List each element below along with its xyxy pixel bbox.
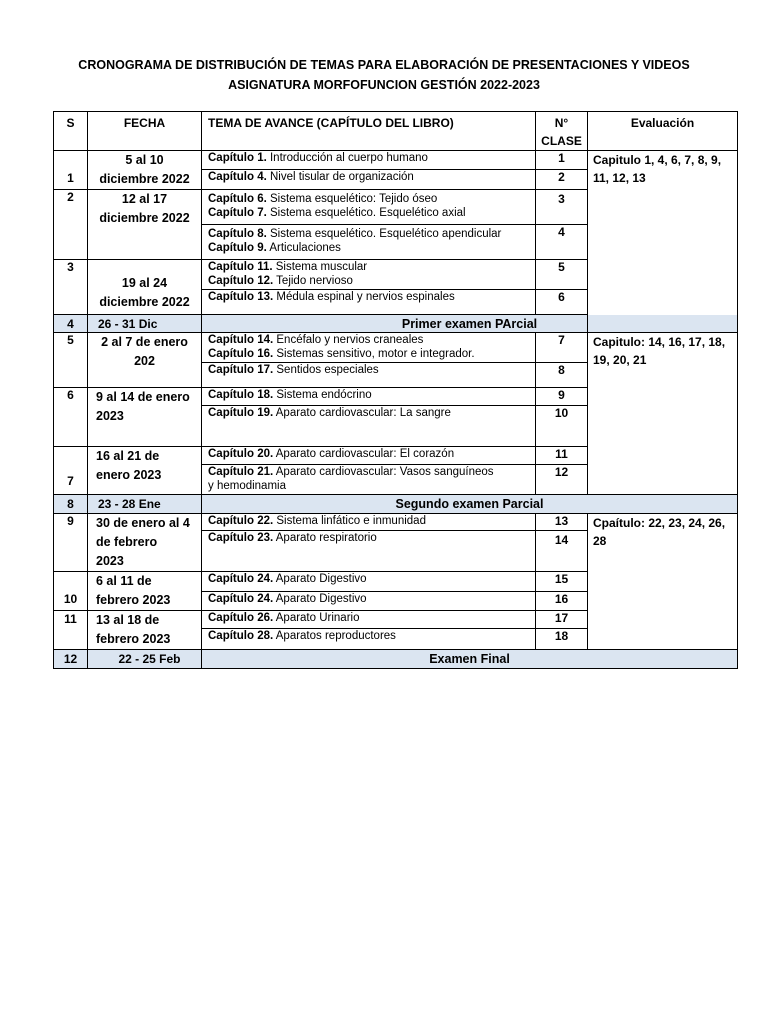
- chapter-label: Capítulo 28.: [208, 630, 274, 643]
- document-title: [0, 55, 768, 95]
- chapter-label: Capítulo 12.: [208, 275, 274, 287]
- header-s: S: [54, 112, 88, 151]
- exam-row: [54, 495, 738, 514]
- chapter-label: Capítulo 21.: [208, 466, 274, 478]
- week-number: 4: [54, 315, 88, 333]
- chapter-title: Aparato respiratorio: [273, 531, 377, 544]
- chapter-title: Aparatos reproductores: [273, 630, 396, 643]
- chapter-title: Sistema esquelético. Esquelético apendicular: [266, 228, 502, 240]
- chapter-title: Sistema esquelético. Esquelético axial: [266, 207, 466, 219]
- chapter-label: Capítulo 13.: [208, 291, 274, 303]
- chapter-title: Sistemas sensitivo, motor e integrador.: [273, 348, 475, 360]
- exam-label: Segundo examen Parcial: [202, 495, 738, 514]
- week-number: 5: [54, 333, 88, 388]
- class-number: 15: [536, 572, 588, 592]
- week-date: [88, 514, 202, 572]
- chapter-title: Aparato Digestivo: [273, 573, 367, 585]
- week-date-line: febrero 2023: [96, 632, 171, 646]
- exam-row: [54, 315, 738, 333]
- week-date-line: 13 al 18 de: [96, 613, 160, 627]
- evaluation-line: 19, 20, 21: [593, 353, 647, 367]
- header-evaluacion: Evaluación: [588, 112, 738, 151]
- week-date-line: 2 al 7 de enero: [101, 335, 188, 349]
- exam-date: 22 - 25 Feb: [88, 650, 202, 669]
- week-date-line: de febrero: [96, 535, 158, 549]
- week-date-line: 19 al 24: [121, 276, 168, 290]
- class-number: 4: [536, 225, 588, 260]
- class-number: 18: [536, 629, 588, 650]
- exam-label: Examen Final: [202, 650, 738, 669]
- chapter-title: Médula espinal y nervios espinales: [273, 291, 455, 303]
- week-number: 3: [54, 260, 88, 315]
- chapter-label: Capítulo 6.: [208, 193, 267, 205]
- week-number: 10: [54, 572, 88, 611]
- chapter-title: Sentidos especiales: [273, 364, 379, 376]
- week-date-line: 30 de enero al 4: [96, 516, 190, 530]
- chapter-label: Capítulo 1.: [208, 152, 267, 164]
- class-topic: [202, 333, 536, 363]
- chapter-label: Capítulo 8.: [208, 228, 267, 240]
- week-date-line: 6 al 11 de: [96, 574, 152, 588]
- class-number: 13: [536, 514, 588, 531]
- title-line-2: ASIGNATURA MORFOFUNCION GESTIÓN 2022-2023: [228, 78, 540, 92]
- class-number: 6: [536, 290, 588, 315]
- chapter-title: Articulaciones: [266, 242, 341, 254]
- class-number: 5: [536, 260, 588, 290]
- chapter-title: Sistema endócrino: [273, 389, 372, 401]
- table-row: [54, 151, 738, 170]
- chapter-label: Capítulo 22.: [208, 515, 274, 527]
- evaluation-line: 28: [593, 534, 607, 548]
- class-topic: [202, 169, 536, 189]
- week-date: [88, 333, 202, 388]
- week-date: [88, 447, 202, 495]
- week-date-line: enero 2023: [96, 468, 162, 482]
- class-number: 3: [536, 190, 588, 225]
- header-clase-line-2: CLASE: [541, 134, 582, 148]
- week-date-line: diciembre 2022: [99, 211, 190, 225]
- class-number: 14: [536, 530, 588, 571]
- week-date-line: febrero 2023: [96, 593, 171, 607]
- class-number: 12: [536, 465, 588, 495]
- evaluation-cell: [588, 333, 738, 495]
- class-topic: [202, 190, 536, 225]
- class-topic: [202, 151, 536, 170]
- chapter-title: Sistema linfático e inmunidad: [273, 515, 426, 527]
- week-date: [88, 611, 202, 650]
- chapter-title: Aparato cardiovascular: Vasos sanguíneos: [273, 466, 494, 478]
- header-clase-line-1: N°: [554, 116, 569, 130]
- evaluation-line: Capitulo 1, 4, 6, 7, 8, 9,: [593, 153, 722, 167]
- chapter-title: Aparato cardiovascular: La sangre: [273, 407, 451, 419]
- week-date: [88, 572, 202, 611]
- week-number: 9: [54, 514, 88, 572]
- chapter-title: Tejido nervioso: [273, 275, 353, 287]
- class-number: 7: [536, 333, 588, 363]
- week-date-line: 5 al 10: [125, 153, 164, 167]
- header-clase: [536, 112, 588, 151]
- class-topic: [202, 611, 536, 629]
- evaluation-line: Capitulo: 14, 16, 17, 18,: [593, 335, 726, 349]
- class-topic: [202, 591, 536, 611]
- exam-row: [54, 650, 738, 669]
- week-date-line: 16 al 21 de: [96, 449, 160, 463]
- class-topic: [202, 530, 536, 571]
- class-topic: [202, 447, 536, 465]
- class-topic: [202, 388, 536, 406]
- chapter-label: Capítulo 4.: [208, 170, 267, 183]
- chapter-title: y hemodinamia: [208, 480, 286, 492]
- week-number: 12: [54, 650, 88, 669]
- header-row: [54, 112, 738, 151]
- evaluation-cell: [588, 514, 738, 650]
- week-date: [88, 388, 202, 447]
- week-date-line: 202: [134, 354, 155, 368]
- chapter-label: Capítulo 7.: [208, 207, 267, 219]
- class-number: 16: [536, 591, 588, 611]
- schedule-table: [53, 111, 738, 669]
- class-number: 17: [536, 611, 588, 629]
- chapter-title: Sistema muscular: [272, 261, 368, 273]
- chapter-label: Capítulo 19.: [208, 407, 274, 419]
- week-number: 11: [54, 611, 88, 650]
- class-topic: [202, 225, 536, 260]
- week-number: 1: [54, 151, 88, 190]
- week-date-line: diciembre 2022: [99, 172, 190, 186]
- chapter-label: Capítulo 23.: [208, 531, 274, 544]
- chapter-title: Sistema esquelético: Tejido óseo: [266, 193, 438, 205]
- chapter-label: Capítulo 20.: [208, 448, 274, 460]
- class-number: 2: [536, 169, 588, 189]
- chapter-title: Aparato Urinario: [273, 612, 360, 624]
- week-number: 7: [54, 447, 88, 495]
- header-tema: TEMA DE AVANCE (CAPÍTULO DEL LIBRO): [202, 112, 536, 151]
- evaluation-line: 11, 12, 13: [593, 171, 646, 185]
- table-row: [54, 514, 738, 531]
- chapter-title: Introducción al cuerpo humano: [266, 152, 428, 164]
- chapter-title: Nivel tisular de organización: [266, 170, 414, 183]
- class-number: 10: [536, 406, 588, 447]
- week-date: [88, 151, 202, 190]
- week-number: 2: [54, 190, 88, 260]
- class-topic: [202, 514, 536, 531]
- week-number: 8: [54, 495, 88, 514]
- chapter-label: Capítulo 17.: [208, 364, 274, 376]
- week-date-line: diciembre 2022: [99, 295, 190, 309]
- class-topic: [202, 363, 536, 388]
- class-number: 11: [536, 447, 588, 465]
- chapter-label: Capítulo 18.: [208, 389, 274, 401]
- chapter-label: Capítulo 16.: [208, 348, 274, 360]
- chapter-title: Encéfalo y nervios craneales: [273, 334, 424, 346]
- exam-label: Primer examen PArcial: [202, 315, 738, 333]
- week-date-line: 2023: [96, 554, 124, 568]
- evaluation-line: Cpaítulo: 22, 23, 24, 26,: [593, 516, 726, 530]
- table-row: [54, 333, 738, 363]
- exam-date: 26 - 31 Dic: [88, 315, 202, 333]
- week-date: [88, 260, 202, 315]
- chapter-title: Aparato cardiovascular: El corazón: [273, 448, 455, 460]
- chapter-label: Capítulo 14.: [208, 334, 274, 346]
- class-number: 1: [536, 151, 588, 170]
- class-topic: [202, 629, 536, 650]
- week-date-line: 2023: [96, 409, 124, 423]
- exam-date: 23 - 28 Ene: [88, 495, 202, 514]
- header-fecha: FECHA: [88, 112, 202, 151]
- class-topic: [202, 290, 536, 315]
- class-topic: [202, 260, 536, 290]
- chapter-label: Capítulo 11.: [208, 261, 273, 273]
- week-date: [88, 190, 202, 260]
- evaluation-cell: [588, 151, 738, 333]
- chapter-label: Capítulo 24.: [208, 592, 274, 605]
- chapter-title: Aparato Digestivo: [273, 592, 367, 605]
- class-topic: [202, 406, 536, 447]
- chapter-label: Capítulo 24.: [208, 573, 274, 585]
- class-number: 8: [536, 363, 588, 388]
- week-date-line: 9 al 14 de enero: [96, 390, 190, 404]
- class-number: 9: [536, 388, 588, 406]
- class-topic: [202, 465, 536, 495]
- class-topic: [202, 572, 536, 592]
- chapter-label: Capítulo 26.: [208, 612, 274, 624]
- chapter-label: Capítulo 9.: [208, 242, 267, 254]
- week-number: 6: [54, 388, 88, 447]
- week-date-line: 12 al 17: [121, 192, 168, 206]
- title-line-1: CRONOGRAMA DE DISTRIBUCIÓN DE TEMAS PARA ELABORACIÓN DE PRESENTACIONES Y VIDEOS: [78, 58, 690, 72]
